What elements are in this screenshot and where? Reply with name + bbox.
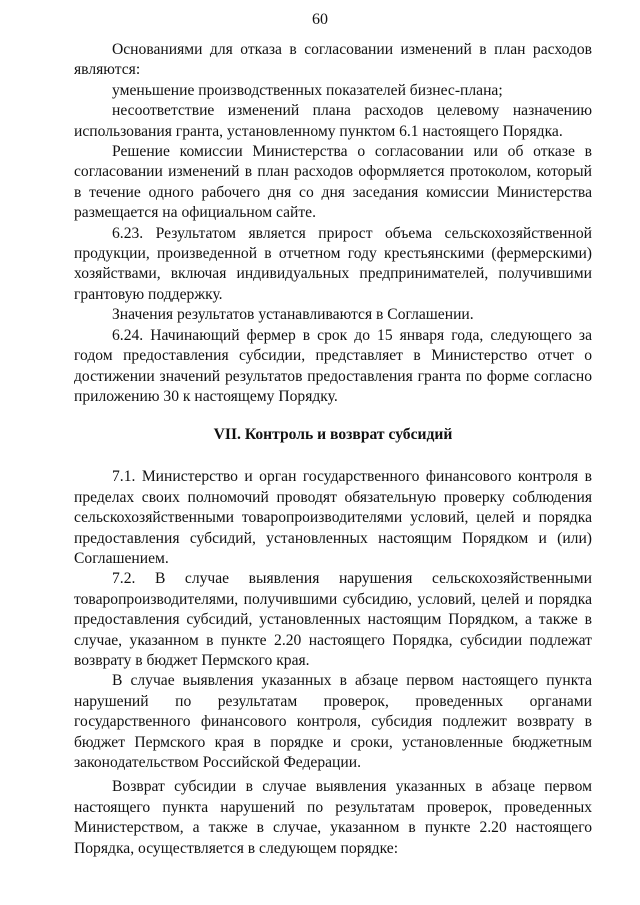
section-heading: VII. Контроль и возврат субсидий: [213, 426, 453, 444]
paragraph: Значения результатов устанавливаются в Соглашении.: [112, 306, 474, 324]
document-body: [74, 40, 592, 859]
paragraph: 6.24. Начинающий фермер в срок до 15 января года, следующего за годом предоставления субсидии, представляет в Министерство отчет о достижении значений результатов предоставления гранта по форме согласно приложению 30 к настоящему Порядку.: [74, 326, 592, 405]
paragraph: 6.23. Результатом является прирост объема сельскохозяйственной продукции, произведенной в отчетном году крестьянскими (фермерскими) хозяйствами, включая индивидуальных предпринимателей, получившими грантовую поддержку.: [74, 224, 592, 303]
paragraph: уменьшение производственных показателей бизнес-плана;: [112, 81, 503, 99]
paragraph: несоответствие изменений плана расходов целевому назначению использования гранта, установленному пунктом 6.1 настоящего Порядка.: [74, 102, 592, 140]
paragraph: Основаниями для отказа в согласовании изменений в план расходов являются:: [74, 41, 592, 79]
paragraph: 7.2. В случае выявления нарушения сельскохозяйственными товаропроизводителями, получившими субсидию, условий, целей и порядка предоставления субсидий, установленных настоящим Порядком, а также в случае, указанном в пункте 2.20 настоящего Порядка, субсидии подлежат возврату в бюджет Пермского края.: [74, 570, 592, 669]
paragraph: В случае выявления указанных в абзаце первом настоящего пункта нарушений по результатам проверок, проведенных органами государственного финансового контроля, субсидия подлежит возврату в бюджет Пермского края в порядке и сроки, установленные бюджетным законодательством Российской Федерации.: [74, 672, 592, 771]
page-number: 60: [312, 11, 328, 28]
paragraph: Решение комиссии Министерства о согласовании или об отказе в согласовании изменений в план расходов оформляется протоколом, который в течение одного рабочего дня со дня заседания комиссии Министерства размещается на официальном сайте.: [74, 143, 592, 222]
paragraph: 7.1. Министерство и орган государственного финансового контроля в пределах своих полномочий проводят обязательную проверку соблюдения сельскохозяйственными товаропроизводителями условий, целей и порядка предоставления субсидий, установленных настоящим Порядком и (или) Соглашением.: [74, 468, 592, 567]
paragraph: Возврат субсидии в случае выявления указанных в абзаце первом настоящего пункта нарушений по результатам проверок, проведенных Министерством, а также в случае, указанном в пункте 2.20 настоящего Порядка, осуществляется в следующем порядке:: [74, 778, 592, 857]
